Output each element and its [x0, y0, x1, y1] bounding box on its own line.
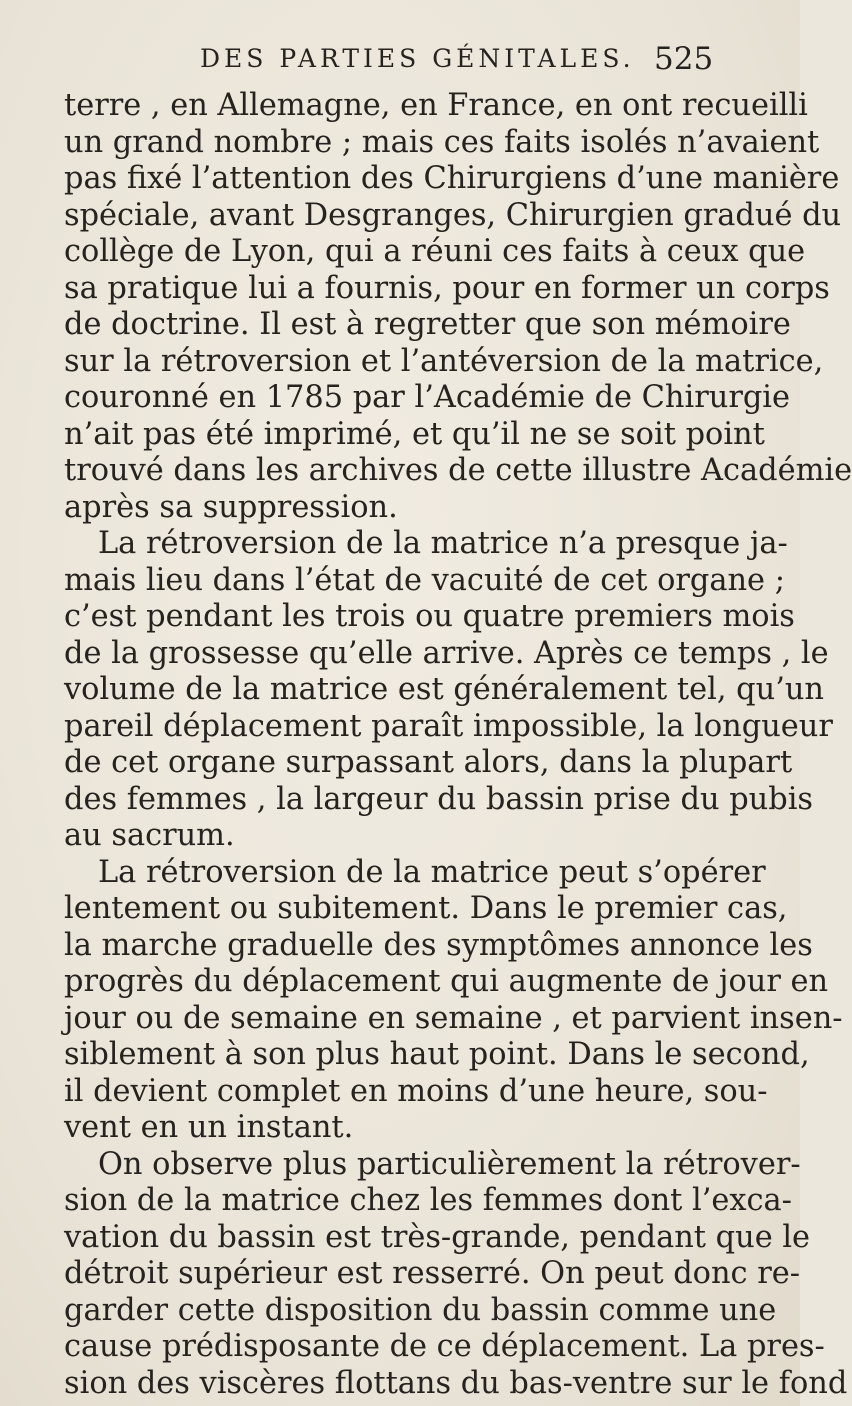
text-line: après sa suppression. — [64, 489, 398, 525]
text-line: au sacrum. — [64, 818, 235, 853]
text-line: il devient complet en moins d’une heure, sou- — [64, 1073, 768, 1109]
text-line: pareil déplacement paraît impossible, la longueur — [64, 708, 833, 744]
text-line: spéciale, avant Desgranges, Chirurgien gradué du — [64, 197, 842, 233]
running-title: DES PARTIES GÉNITALES. — [200, 44, 635, 73]
text-line: On observe plus particulièrement la rétrover- — [98, 1146, 801, 1182]
text-line: collège de Lyon, qui a réuni ces faits à ceux que — [64, 234, 806, 269]
text-line: sion des viscères flottans du bas-ventre sur le fond — [64, 1365, 848, 1401]
text-line: La rétroversion de la matrice peut s’opérer — [98, 854, 766, 890]
text-line: pas fixé l’attention des Chirurgiens d’une manière — [64, 161, 840, 196]
text-line: c’est pendant les trois ou quatre premiers mois — [64, 599, 795, 634]
body-text — [64, 88, 852, 1402]
text-line: volume de la matrice est généralement tel, qu’un — [64, 672, 825, 707]
text-line: sa pratique lui a fournis, pour en former un corps — [64, 270, 830, 306]
text-line: vent en un instant. — [64, 1110, 354, 1145]
running-head — [0, 41, 800, 84]
text-line: mais lieu dans l’état de vacuité de cet organe ; — [64, 562, 785, 598]
text-line: jour ou de semaine en semaine , et parvient insen- — [64, 1000, 843, 1036]
text-line: terre , en Allemagne, en France, en ont recueilli — [64, 88, 808, 123]
text-line: trouvé dans les archives de cette illustre Académie — [64, 453, 852, 488]
text-line: progrès du déplacement qui augmente de jour en — [64, 964, 829, 999]
text-line: n’ait pas été imprimé, et qu’il ne se soit point — [64, 416, 765, 452]
text-line: la marche graduelle des symptômes annonce les — [64, 927, 813, 963]
text-line: cause prédisposante de ce déplacement. La pres- — [64, 1329, 825, 1364]
text-line: détroit supérieur est resserré. On peut donc re- — [64, 1256, 800, 1291]
text-line: de doctrine. Il est à regretter que son mémoire — [64, 307, 791, 342]
text-line: sion de la matrice chez les femmes dont l’exca- — [64, 1183, 792, 1218]
text-line: un grand nombre ; mais ces faits isolés n’avaient — [64, 124, 820, 160]
text-line: couronné en 1785 par l’Académie de Chirurgie — [64, 380, 791, 415]
text-line: siblement à son plus haut point. Dans le second, — [64, 1037, 810, 1072]
text-line: de la grossesse qu’elle arrive. Après ce temps , le — [64, 635, 829, 671]
text-line: de cet organe surpassant alors, dans la plupart — [64, 745, 793, 780]
text-line: La rétroversion de la matrice n’a presque ja- — [98, 526, 788, 561]
page-number: 525 — [654, 41, 714, 77]
text-line: vation du bassin est très-grande, pendant que le — [64, 1219, 811, 1255]
text-line: garder cette disposition du bassin comme une — [64, 1292, 777, 1328]
text-line: des femmes , la largeur du bassin prise du pubis — [64, 781, 814, 817]
text-line: lentement ou subitement. Dans le premier cas, — [64, 891, 788, 926]
text-line: sur la rétroversion et l’antéversion de la matrice, — [64, 343, 824, 379]
